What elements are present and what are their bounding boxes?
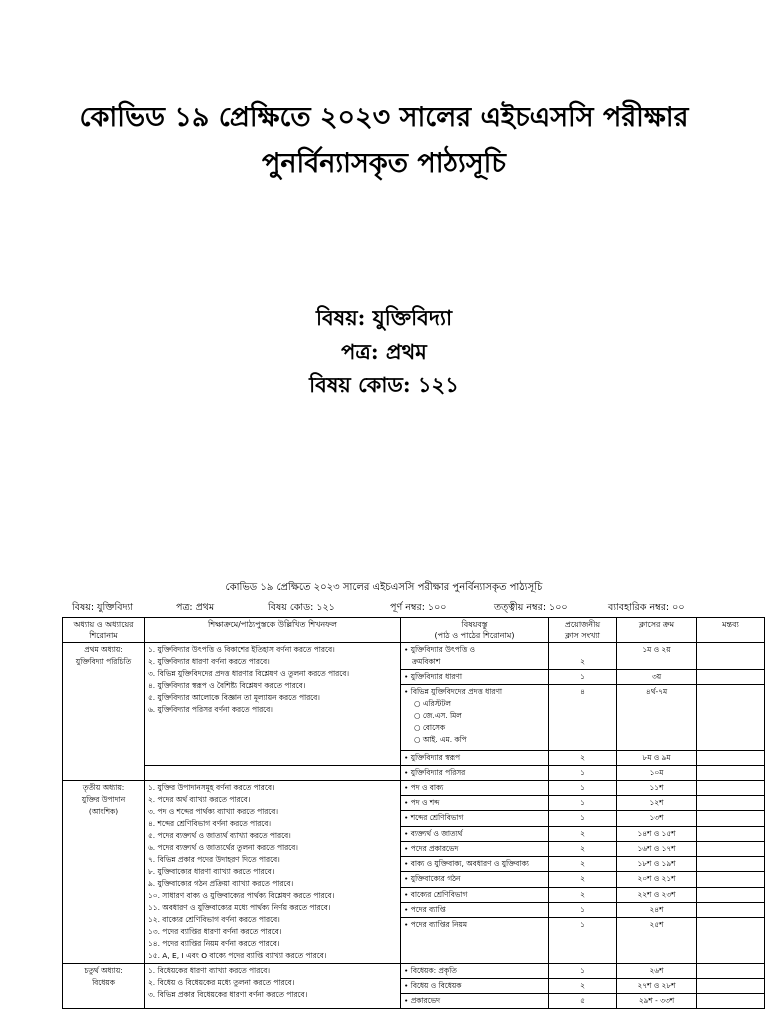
list-item: • বিধেয়ক: প্রকৃতি — [401, 964, 549, 979]
table-row: • পদের প্রকারভেদ ২ ১৬শ ও ১৭শ — [63, 841, 765, 856]
list-item: • প্রকারভেদ — [401, 994, 549, 1009]
table-row: • বাক্য ও যুক্তিবাক্য, অবধারণ ও যুক্তিবাক্য ২ ১৮শ ও ১৯শ — [63, 857, 765, 872]
table-title: কোভিড ১৯ প্রেক্ষিতে ২০২৩ সালের এইচএসসি পরীক্ষার পুনর্বিন্যাসকৃত পাঠ্যসূচি — [225, 582, 543, 593]
header-order: ক্লাসের ক্রম — [617, 618, 697, 643]
header-classes: প্রয়োজনীয় ক্লাস সংখ্যা — [549, 618, 617, 643]
table-row: • যুক্তিবিদ্যার ধারণা ১ ৩য় — [63, 670, 765, 685]
subject-code-heading: বিষয় কোড: ১২১ — [309, 372, 459, 397]
subject-heading: বিষয়: যুক্তিবিদ্যা — [315, 305, 453, 330]
header-chapter: অধ্যায় ও অধ্যায়ের শিরোনাম — [63, 618, 145, 643]
list-item: • যুক্তিবিদ্যার ধারণা — [401, 670, 549, 685]
header-content: বিষয়বস্তু (পাঠ ও পাঠের শিরোনাম) — [401, 618, 549, 643]
chapter-1-outcomes: ১. যুক্তিবিদ্যার উৎপত্তি ও বিকাশের ইতিহাস বর্ণনা করতে পারবে। ২. যুক্তিবিদ্যার ধারণা বর্ণনা করতে পারবে। ৩. বিভিন্ন যুক্তিবিদদের প্রদত্ত ধারণার বিশ্লেষণ ও তুলনা করতে পারবে। ৪. যুক্তিবিদ্যার স্বরূপ ও বৈশিষ্ট্য বিশ্লেষণ করতে পারবে। ৫. যুক্তিবিদ্যার আলোকে বিজ্ঞান তা মূল্যায়ন করতে পারবে। ৬. যুক্তিবিদ্যার পরিসর বর্ণনা করতে পারবে। — [145, 643, 401, 766]
list-item: • যুক্তিবাক্যের গঠন — [401, 872, 549, 887]
meta-paper: পত্র: প্রথম — [176, 602, 215, 613]
list-item: • শব্দের শ্রেণিবিভাগ — [401, 811, 549, 826]
chapter-3-title: তৃতীয় অধ্যায়: যুক্তির উপাদান (আংশিক) — [63, 781, 145, 964]
table-row: • প্রকারভেদ ৫ ২৯শ - ৩৩শ — [63, 994, 765, 1009]
table-row: • পদ ও শব্দ ১ ১২শ — [63, 796, 765, 811]
table-row: • যুক্তিবাক্যের গঠন ২ ২০শ ও ২১শ — [63, 872, 765, 887]
table-row: • পদের ব্যাপ্তির নিয়ম ১ ২৫শ — [63, 918, 765, 964]
syllabus-meta-row — [0, 601, 768, 615]
chapter-4-outcomes: ১. বিধেয়কের ধারণা ব্যাখ্যা করতে পারবে। ২. বিধেয় ও বিধেয়কের মধ্যে তুলনা করতে পারবে। ৩. বিভিন্ন প্রকার বিধেয়কের ধারণা বর্ণনা করতে পারবে। — [145, 964, 401, 1009]
chapter-3-outcomes: ১. যুক্তির উপাদানসমূহ বর্ণনা করতে পারবে। ২. পদের অর্থ ব্যাখ্যা করতে পারবে। ৩. পদ ও শব্দের পার্থক্য ব্যাখ্যা করতে পারবে। ৪. শব্দের শ্রেণিবিভাগ বর্ণনা করতে পারবে। ৫. পদের ব্যক্ত্যর্থ ও জাত্যর্থ ব্যাখ্যা করতে পারবে। ৬. পদের ব্যক্ত্যর্থ ও জাত্যর্থের তুলনা করতে পারবে। ৭. বিভিন্ন প্রকার পদের উদাহরণ দিতে পারবে। ৮. যুক্তিবাক্যের ধারণা ব্যাখ্যা করতে পারবে। ৯. যুক্তিবাক্যের গঠন প্রক্রিয়া ব্যাখ্যা করতে পারবে। ১০. সাধারণ বাক্য ও যুক্তিবাক্যের পার্থক্য বিশ্লেষণ করতে পারবে। ১১. অবধারণ ও যুক্তিবাক্যের মধ্যে পার্থক্য নির্ণয় করতে পারবে। ১২. বাক্যের শ্রেণিবিভাগ বর্ণনা করতে পারবে। ১৩. পদের ব্যাপ্তির ধারণা বর্ণনা করতে পারবে। ১৪. পদের ব্যাপ্তির নিয়ম বর্ণনা করতে পারবে। ১৫. A, E, I এবং O বাক্যে পদের ব্যাপ্তি ব্যাখ্যা করতে পারবে। — [145, 781, 401, 964]
header-remarks: মন্তব্য — [697, 618, 765, 643]
list-item: • যুক্তিবিদ্যার স্বরূপ — [401, 751, 549, 766]
table-row: তৃতীয় অধ্যায়: যুক্তির উপাদান (আংশিক) ১. যুক্তির উপাদানসমূহ বর্ণনা করতে পারবে। ২. পদের অর্থ ব্যাখ্যা করতে পারবে। ৩. পদ ও শব্দের পার্থক্য ব্যাখ্যা করতে পারবে। ৪. শব্দের শ্রেণিবিভাগ বর্ণনা করতে পারবে। ৫. পদের ব্যক্ত্যর্থ ও জাত্যর্থ ব্যাখ্যা করতে পারবে। ৬. পদের ব্যক্ত্যর্থ ও জাত্যর্থের তুলনা করতে পারবে। ৭. বিভিন্ন প্রকার পদের উদাহরণ দিতে পারবে। ৮. যুক্তিবাক্যের ধারণা ব্যাখ্যা করতে পারবে। ৯. যুক্তিবাক্যের গঠন প্রক্রিয়া ব্যাখ্যা করতে পারবে। ১০. সাধারণ বাক্য ও যুক্তিবাক্যের পার্থক্য বিশ্লেষণ করতে পারবে। ১১. অবধারণ ও যুক্তিবাক্যের মধ্যে পার্থক্য নির্ণয় করতে পারবে। ১২. বাক্যের শ্রেণিবিভাগ বর্ণনা করতে পারবে। ১৩. পদের ব্যাপ্তির ধারণা বর্ণনা করতে পারবে। ১৪. পদের ব্যাপ্তির নিয়ম বর্ণনা করতে পারবে। ১৫. A, E, I এবং O বাক্যে পদের ব্যাপ্তি ব্যাখ্যা করতে পারবে। • পদ ও বাক্য ১ ১১শ — [63, 781, 765, 796]
chapter-4-title: চতুর্থ অধ্যায়: বিধেয়ক — [63, 964, 145, 1009]
meta-code: বিষয় কোড: ১২১ — [268, 602, 335, 613]
list-item: • ব্যক্ত্যর্থ ও জাত্যর্থ — [401, 826, 549, 841]
list-item: • বিধেয় ও বিধেয়ক — [401, 979, 549, 994]
list-item: • বাক্যের শ্রেণিবিভাগ — [401, 887, 549, 902]
chapter-1-title: প্রথম অধ্যায়: যুক্তিবিদ্যা পরিচিতি — [63, 643, 145, 781]
syllabus-table — [62, 617, 765, 1009]
table-row: • বিধেয় ও বিধেয়ক ২ ২৭শ ও ২৮শ — [63, 979, 765, 994]
document-title-line-2: পুনর্বিন্যাসকৃত পাঠ্যসূচি — [262, 148, 506, 179]
list-item: • যুক্তিবিদ্যার পরিসর — [401, 766, 549, 781]
table-row: • যুক্তিবিদ্যার স্বরূপ ২ ৮ম ও ৯ম — [63, 751, 765, 766]
table-row: • বাক্যের শ্রেণিবিভাগ ২ ২২শ ও ২৩শ — [63, 887, 765, 902]
table-row: • শব্দের শ্রেণিবিভাগ ১ ১৩শ — [63, 811, 765, 826]
meta-subject: বিষয়: যুক্তিবিদ্যা — [72, 602, 133, 613]
table-row: • পদের ব্যাপ্তি ১ ২৪শ — [63, 902, 765, 917]
table-row: • যুক্তিবিদ্যার পরিসর ১ ১০ম — [63, 766, 765, 781]
table-row: প্রথম অধ্যায়: যুক্তিবিদ্যা পরিচিতি ১. যুক্তিবিদ্যার উৎপত্তি ও বিকাশের ইতিহাস বর্ণনা করতে পারবে। ২. যুক্তিবিদ্যার ধারণা বর্ণনা করতে পারবে। ৩. বিভিন্ন যুক্তিবিদদের প্রদত্ত ধারণার বিশ্লেষণ ও তুলনা করতে পারবে। ৪. যুক্তিবিদ্যার স্বরূপ ও বৈশিষ্ট্য বিশ্লেষণ করতে পারবে। ৫. যুক্তিবিদ্যার আলোকে বিজ্ঞান তা মূল্যায়ন করতে পারবে। ৬. যুক্তিবিদ্যার পরিসর বর্ণনা করতে পারবে। • যুক্তিবিদ্যার উৎপত্তি ও ক্রমবিকাশ ২ ১ম ও ২য় — [63, 643, 765, 670]
list-item: • পদ ও শব্দ — [401, 796, 549, 811]
paper-heading: পত্র: প্রথম — [341, 339, 427, 364]
table-header-row — [63, 618, 765, 643]
table-row: • বিভিন্ন যুক্তিবিদদের প্রদত্ত ধারণা ○ এরিস্টটল ○ জে.এস. মিল ○ বোসেক ○ আই. এম. কপি ৪ ৪র্থ-৭ম — [63, 685, 765, 751]
meta-full-marks: পূর্ণ নম্বর: ১০০ — [390, 602, 447, 613]
list-item: • পদের ব্যাপ্তি — [401, 902, 549, 917]
table-row: • ব্যক্ত্যর্থ ও জাত্যর্থ ২ ১৪শ ও ১৫শ — [63, 826, 765, 841]
list-item: • পদ ও বাক্য — [401, 781, 549, 796]
list-item: • পদের ব্যাপ্তির নিয়ম — [401, 918, 549, 964]
table-row: চতুর্থ অধ্যায়: বিধেয়ক ১. বিধেয়কের ধারণা ব্যাখ্যা করতে পারবে। ২. বিধেয় ও বিধেয়কের মধ্যে তুলনা করতে পারবে। ৩. বিভিন্ন প্রকার বিধেয়কের ধারণা বর্ণনা করতে পারবে। • বিধেয়ক: প্রকৃতি ১ ২৬শ — [63, 964, 765, 979]
document-title-line-1: কোভিড ১৯ প্রেক্ষিতে ২০২৩ সালের এইচএসসি পরীক্ষার — [79, 102, 689, 133]
header-outcomes: শিক্ষাক্রমে/পাঠ্যপুস্তকে উল্লিখিত শিখনফল — [145, 618, 401, 643]
meta-practical-marks: ব্যাবহারিক নম্বর: ০০ — [608, 602, 685, 613]
meta-theory-marks: তত্ত্বীয় নম্বর: ১০০ — [494, 602, 568, 613]
list-item: • যুক্তিবিদ্যার উৎপত্তি ও ক্রমবিকাশ — [401, 643, 549, 670]
list-item: • বাক্য ও যুক্তিবাক্য, অবধারণ ও যুক্তিবাক্য — [401, 857, 549, 872]
list-item: • বিভিন্ন যুক্তিবিদদের প্রদত্ত ধারণা ○ এরিস্টটল ○ জে.এস. মিল ○ বোসেক ○ আই. এম. কপি — [401, 685, 549, 751]
list-item: • পদের প্রকারভেদ — [401, 841, 549, 856]
